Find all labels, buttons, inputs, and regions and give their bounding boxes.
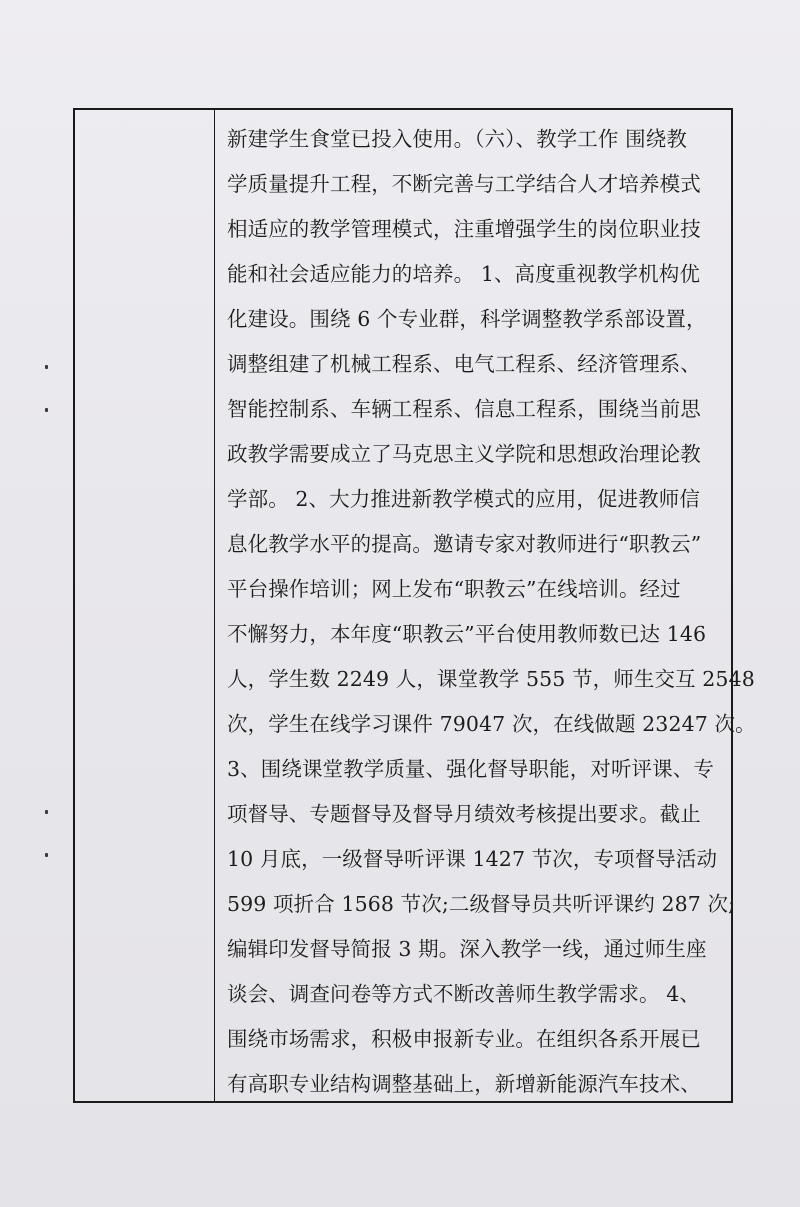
report-table	[73, 108, 756, 1103]
text-line: 编辑印发督导简报 3 期。深入教学一线，通过师生座	[227, 937, 707, 961]
body-text	[227, 117, 756, 1107]
text-line: 谈会、调查问卷等方式不断改善师生教学需求。 4、	[227, 982, 700, 1006]
text-line: 调整组建了机械工程系、电气工程系、经济管理系、	[227, 352, 701, 376]
margin-mark	[45, 853, 48, 857]
text-line: 次，学生在线学习课件 79047 次，在线做题 23247 次。	[227, 712, 756, 736]
text-line: 政教学需要成立了马克思主义学院和思想政治理论教	[227, 442, 701, 466]
margin-mark	[45, 408, 48, 412]
text-line: 3、围绕课堂教学质量、强化督导职能，对听评课、专	[227, 757, 714, 781]
text-line: 平台操作培训；网上发布“职教云”在线培训。经过	[227, 577, 681, 601]
text-line: 相适应的教学管理模式，注重增强学生的岗位职业技	[227, 217, 701, 241]
text-line: 人，学生数 2249 人，课堂教学 555 节，师生交互 2548	[227, 667, 755, 691]
text-line: 新建学生食堂已投入使用。（六）、教学工作 围绕教	[227, 127, 687, 151]
text-line: 599 项折合 1568 节次;二级督导员共听评课约 287 次;	[227, 892, 736, 916]
text-line: 息化教学水平的提高。邀请专家对教师进行“职教云”	[227, 532, 702, 556]
text-line: 学质量提升工程，不断完善与工学结合人才培养模式	[227, 172, 701, 196]
table-label-cell	[75, 110, 215, 1101]
text-line: 能和社会适应能力的培养。 1、高度重视教学机构优	[227, 262, 700, 286]
text-line: 围绕市场需求，积极申报新专业。在组织各系开展已	[227, 1027, 701, 1051]
table-content-cell	[215, 110, 756, 1101]
text-line: 不懈努力，本年度“职教云”平台使用教师数已达 146	[227, 622, 707, 646]
text-line: 10 月底，一级督导听评课 1427 节次，专项督导活动	[227, 847, 718, 871]
text-line: 化建设。围绕 6 个专业群，科学调整教学系部设置，	[227, 307, 707, 331]
text-line: 学部。 2、大力推进新教学模式的应用，促进教师信	[227, 487, 700, 511]
text-line: 有高职专业结构调整基础上，新增新能源汽车技术、	[227, 1072, 701, 1096]
text-line: 智能控制系、车辆工程系、信息工程系，围绕当前思	[227, 397, 701, 421]
margin-mark	[45, 365, 48, 369]
margin-mark	[45, 810, 48, 814]
text-line: 项督导、专题督导及督导月绩效考核提出要求。截止	[227, 802, 701, 826]
